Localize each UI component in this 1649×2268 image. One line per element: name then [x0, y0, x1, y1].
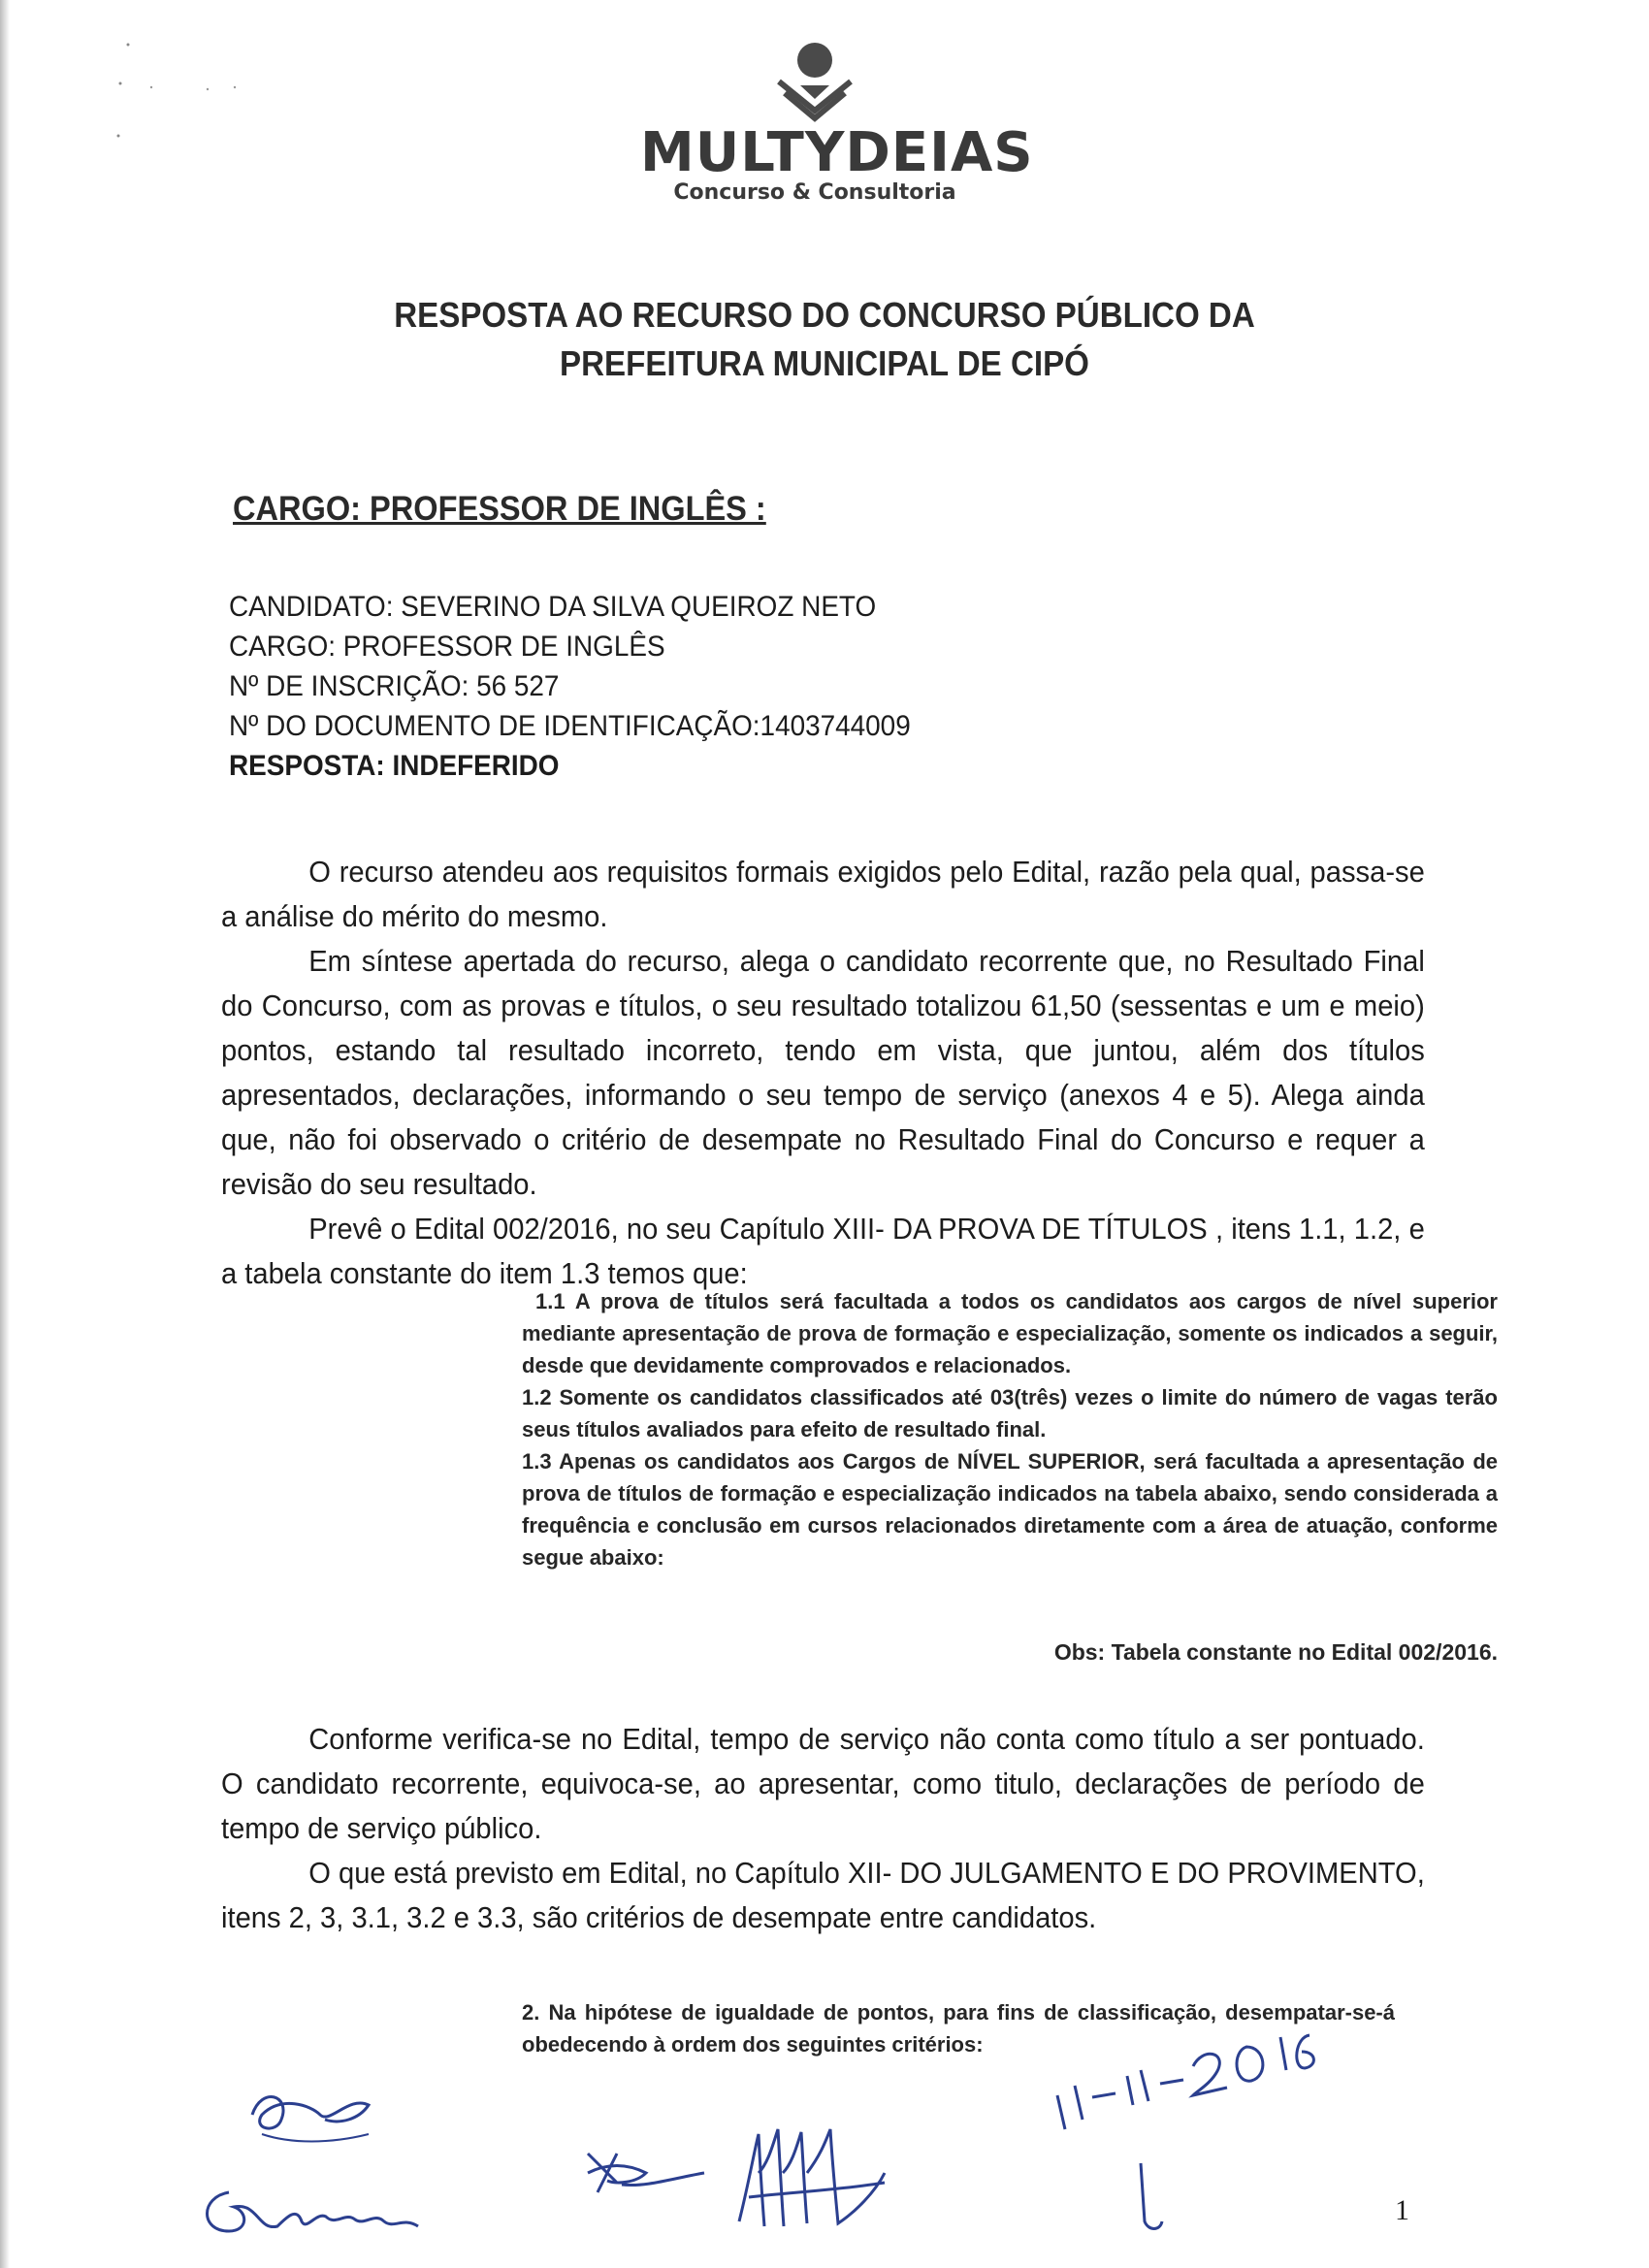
paragraph-3: Prevê o Edital 002/2016, no seu Capítulo XIII- DA PROVA DE TÍTULOS , itens 1.1, 1.2, e a tabela constante do item 1.3 temos que:: [221, 1212, 1425, 1290]
candidate-resposta: RESPOSTA: INDEFERIDO: [229, 750, 560, 782]
candidate-name: CANDIDATO: SEVERINO DA SILVA QUEIROZ NETO: [229, 591, 877, 623]
paragraph-1: O recurso atendeu aos requisitos formais exigidos pelo Edital, razão pela qual, passa-se a análise do mérito do mesmo.: [221, 855, 1425, 933]
quote-item-1-2: 1.2 Somente os candidatos classificados até 03(três) vezes o limite do número de vagas terão seus títulos avaliados para efeito de resultado final.: [522, 1385, 1498, 1442]
logo-name: MULTYDEIAS: [640, 121, 1034, 184]
handwritten-date: [1048, 2008, 1329, 2134]
scan-specks: [107, 39, 262, 146]
candidate-inscricao: Nº DE INSCRIÇÃO: 56 527: [229, 670, 560, 702]
paragraph-4: Conforme verifica-se no Edital, tempo de serviço não conta como título a ser pontuado. O candidato recorrente, equivoca-se, ao apresentar, como titulo, declarações de período de tempo de serviço público.: [221, 1722, 1425, 1845]
document-title: [334, 291, 1315, 388]
paragraph-5: O que está previsto em Edital, no Capítulo XII- DO JULGAMENTO E DO PROVIMENTO, itens 2, 3, 3.1, 3.2 e 3.3, são critérios de desempate entre candidatos.: [221, 1856, 1425, 1934]
table-observation: Obs: Tabela constante no Edital 002/2016.: [1053, 1639, 1498, 1665]
quote-block-1: [522, 1285, 1498, 1573]
candidate-cargo: CARGO: PROFESSOR DE INGLÊS: [229, 631, 665, 663]
signature-1: [190, 2173, 423, 2251]
body-section-2: [221, 1717, 1425, 1940]
title-line-1: RESPOSTA AO RECURSO DO CONCURSO PÚBLICO DA: [394, 295, 1255, 335]
logo-subtitle: Concurso & Consultoria: [673, 180, 956, 205]
body-section-1: [221, 850, 1425, 1296]
quote-item-1-1: 1.1 A prova de títulos será facultada a todos os candidatos aos cargos de nível superior mediante apresentação de prova de formação e especialização, somente os indicados a seguir, desde que devidamente comprovados e relacionados.: [522, 1289, 1498, 1377]
cargo-heading: CARGO: PROFESSOR DE INGLÊS :: [233, 490, 766, 528]
title-line-2: PREFEITURA MUNICIPAL DE CIPÓ: [560, 343, 1089, 383]
paragraph-2: Em síntese apertada do recurso, alega o candidato recorrente que, no Resultado Final do Concurso, com as provas e títulos, o seu resultado totalizou 61,50 (sessentas e um e meio) pontos, estando tal resultado incorreto, tendo em vista, que juntou, além dos títulos apresentados, declarações, informando o seu tempo de serviço (anexos 4 e 5). Alega ainda que, não foi observado o critério de desempate no Resultado Final do Concurso e requer a revisão do seu resultado.: [221, 944, 1425, 1201]
candidate-documento: Nº DO DOCUMENTO DE IDENTIFICAÇÃO:1403744009: [229, 710, 911, 742]
quote-item-1-3: 1.3 Apenas os candidatos aos Cargos de NÍVEL SUPERIOR, será facultada a apresentação de prova de títulos de formação e especialização indicados na tabela abaixo, sendo considerada a frequência e conclusão em cursos relacionados diretamente com a área de atuação, conforme segue abaixo:: [522, 1449, 1498, 1570]
signature-initials-1: [233, 2076, 388, 2154]
company-logo: [640, 39, 1034, 213]
book-person-logo-icon: [761, 39, 868, 126]
quote-item-2: 2. Na hipótese de igualdade de pontos, para fins de classificação, desempatar-se-á obedecendo à ordem dos seguintes critérios:: [522, 2000, 1395, 2057]
handwritten-mark: [1131, 2154, 1180, 2241]
candidate-info: [229, 587, 911, 786]
scan-edge-shadow: [0, 0, 10, 2268]
signature-3: [729, 2115, 894, 2241]
signature-2: [578, 2124, 714, 2231]
page-number: 1: [1395, 2194, 1409, 2226]
